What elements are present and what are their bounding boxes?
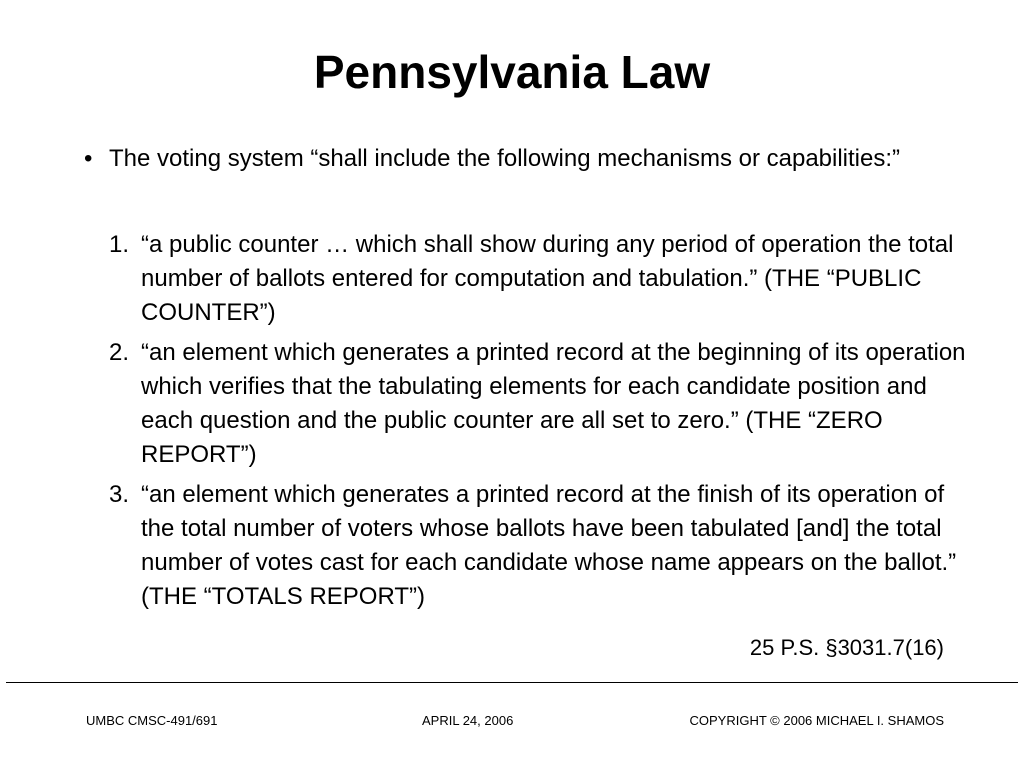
requirements-list — [109, 228, 969, 620]
slide-title: Pennsylvania Law — [313, 46, 711, 98]
bullet-marker: • — [84, 145, 93, 172]
list-item-public-counter — [109, 228, 969, 330]
intro-bullet-text: The voting system “shall include the following mechanisms or capabilities:” — [109, 145, 901, 172]
list-item-text: “a public counter … which shall show during any period of operation the total number of ballots entered for computation and tabulation.” (THE “PUBLIC COUNTER”) — [141, 231, 954, 326]
footer-copyright: COPYRIGHT © 2006 MICHAEL I. SHAMOS — [689, 713, 944, 728]
footer-date: APRIL 24, 2006 — [422, 713, 514, 728]
list-item-number: 1. — [109, 231, 130, 258]
list-item-number: 3. — [109, 481, 130, 508]
list-item-number: 2. — [109, 339, 130, 366]
list-item-totals-report — [109, 478, 969, 614]
list-item-text: “an element which generates a printed record at the finish of its operation of the total number of voters whose ballots have been tabulated [and] the total number of votes cast for each candidate whose name appears on the ballot.” (THE “TOTALS REPORT”) — [141, 481, 957, 610]
list-item-zero-report — [109, 336, 969, 472]
list-item-text: “an element which generates a printed record at the beginning of its operation which verifies that the tabulating elements for each candidate position and each question and the public counter are all set to zero.” (THE “ZERO REPORT”) — [141, 339, 966, 468]
footer-course: UMBC CMSC-491/691 — [86, 713, 218, 728]
footer-divider — [6, 682, 1018, 683]
statute-citation: 25 P.S. §3031.7(16) — [749, 635, 944, 660]
intro-bullet — [84, 143, 944, 175]
